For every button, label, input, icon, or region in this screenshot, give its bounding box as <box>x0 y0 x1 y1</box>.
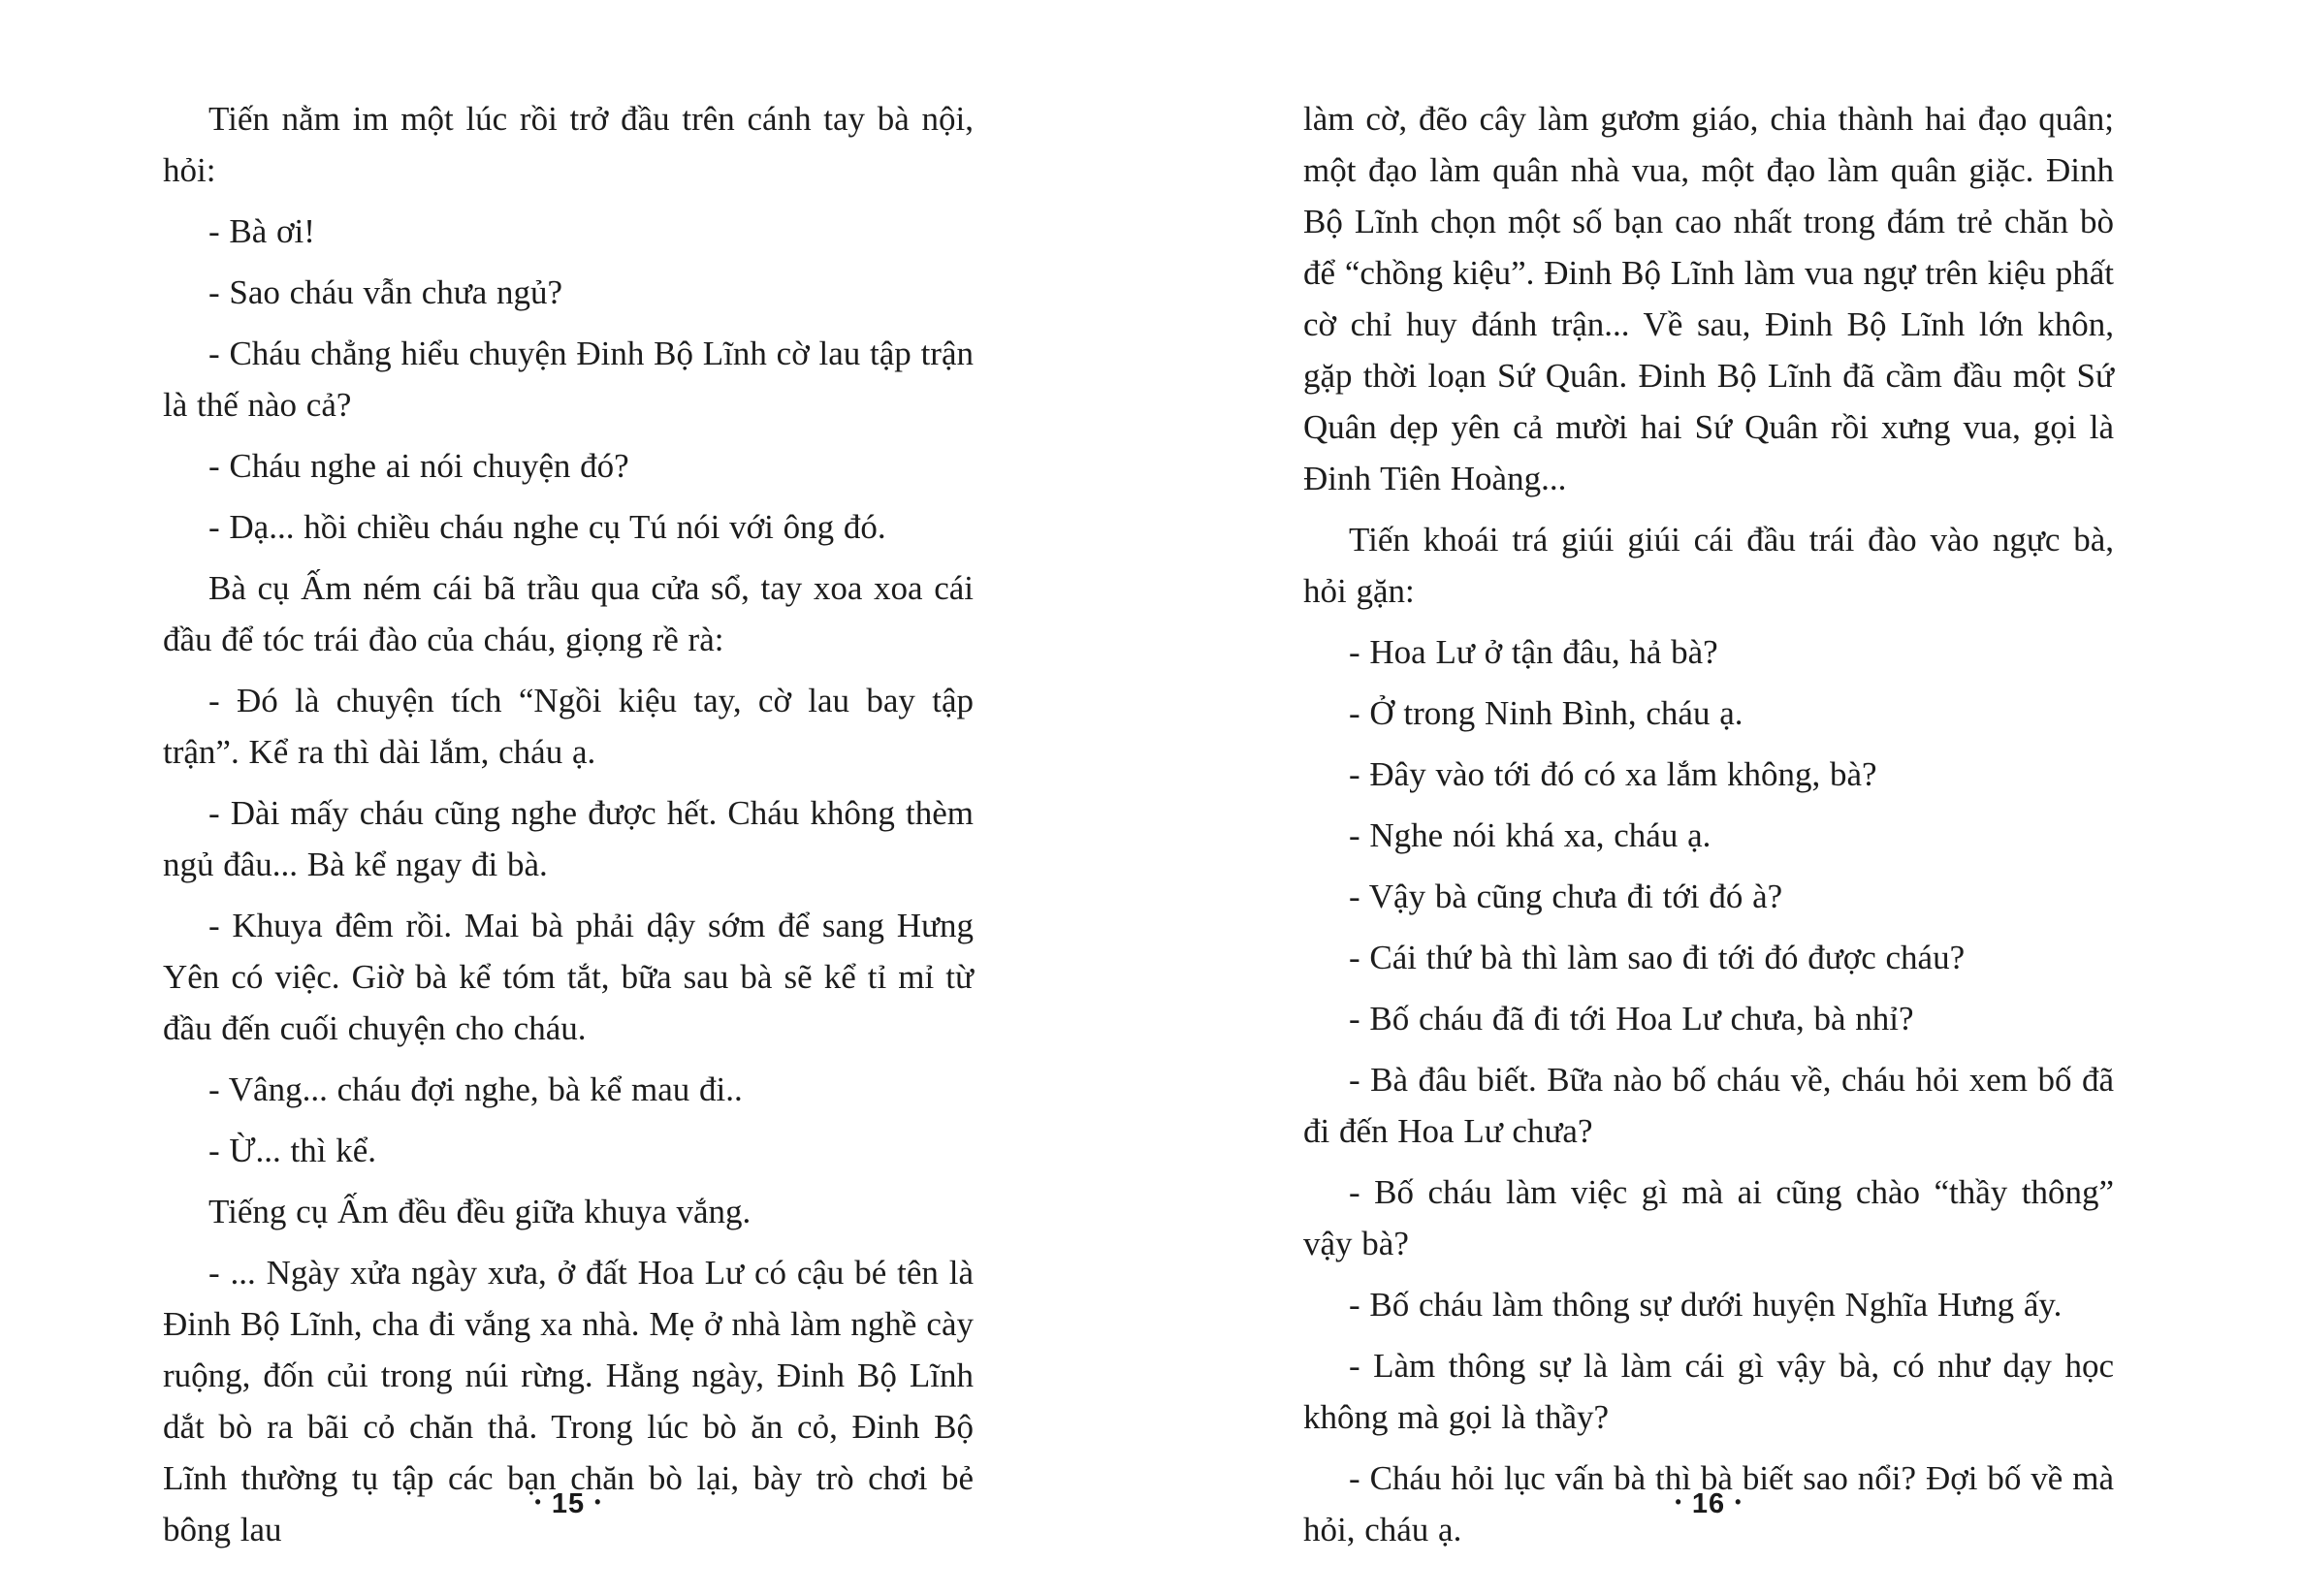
paragraph: - Hoa Lư ở tận đâu, hả bà? <box>1349 633 1718 671</box>
paragraph: - Khuya đêm rồi. Mai bà phải dậy sớm để sang Hưng Yên có việc. Giờ bà kể tóm tắt, bữa sau bà sẽ kể tỉ mỉ từ đầu đến cuối chuyện cho cháu. <box>163 907 974 1047</box>
paragraph: - Ừ... thì kể. <box>208 1132 377 1169</box>
paragraph: - Bố cháu đã đi tới Hoa Lư chưa, bà nhỉ? <box>1349 1000 1914 1037</box>
paragraph: - Ở trong Ninh Bình, cháu ạ. <box>1349 694 1743 732</box>
paragraph: - Sao cháu vẫn chưa ngủ? <box>208 273 563 311</box>
paragraph: Tiến khoái trá giúi giúi cái đầu trái đào vào ngực bà, hỏi gặn: <box>1303 521 2114 610</box>
page-left-footer <box>163 1488 974 1520</box>
page-number: 16 <box>1691 1488 1726 1519</box>
paragraph: - Đó là chuyện tích “Ngồi kiệu tay, cờ lau bay tập trận”. Kể ra thì dài lắm, cháu ạ. <box>163 682 974 771</box>
paragraph: - ... Ngày xửa ngày xưa, ở đất Hoa Lư có cậu bé tên là Đinh Bộ Lĩnh, cha đi vắng xa nhà. Mẹ ở nhà làm nghề cày ruộng, đốn củi trong núi rừng. Hằng ngày, Đinh Bộ Lĩnh dắt bò ra bãi cỏ chăn thả. Trong lúc bò ăn cỏ, Đinh Bộ Lĩnh thường tụ tập các bạn chăn bò lại, bày trò chơi bẻ bông lau <box>163 1254 974 1548</box>
paragraph: - Bố cháu làm việc gì mà ai cũng chào “thầy thông” vậy bà? <box>1303 1173 2114 1262</box>
page-left-text <box>163 93 974 1555</box>
paragraph: Tiếng cụ Ấm đều đều giữa khuya vắng. <box>208 1193 752 1230</box>
paragraph: - Cháu hỏi lục vấn bà thì bà biết sao nổi? Đợi bố về mà hỏi, cháu ạ. <box>1303 1459 2114 1548</box>
footer-bullet-icon: • <box>594 1492 602 1512</box>
paragraph: - Cháu nghe ai nói chuyện đó? <box>208 447 629 485</box>
paragraph: - Dạ... hồi chiều cháu nghe cụ Tú nói với ông đó. <box>208 508 886 546</box>
paragraph: Tiến nằm im một lúc rồi trở đầu trên cánh tay bà nội, hỏi: <box>163 100 974 189</box>
paragraph: - Làm thông sự là làm cái gì vậy bà, có như dạy học không mà gọi là thầy? <box>1303 1347 2114 1436</box>
paragraph: - Bà đâu biết. Bữa nào bố cháu về, cháu hỏi xem bố đã đi đến Hoa Lư chưa? <box>1303 1061 2114 1150</box>
page-right <box>1303 83 2114 1596</box>
paragraph: - Cái thứ bà thì làm sao đi tới đó được cháu? <box>1349 939 1966 976</box>
paragraph: - Nghe nói khá xa, cháu ạ. <box>1349 816 1711 854</box>
footer-bullet-icon: • <box>1675 1492 1682 1512</box>
paragraph: làm cờ, đẽo cây làm gươm giáo, chia thành hai đạo quân; một đạo làm quân nhà vua, một đạo làm quân giặc. Đinh Bộ Lĩnh chọn một số bạn cao nhất trong đám trẻ chăn bò để “chồng kiệu”. Đinh Bộ Lĩnh làm vua ngự trên kiệu phất cờ chỉ huy đánh trận... Về sau, Đinh Bộ Lĩnh lớn khôn, gặp thời loạn Sứ Quân. Đinh Bộ Lĩnh đã cầm đầu một Sứ Quân dẹp yên cả mười hai Sứ Quân rồi xưng vua, gọi là Đinh Tiên Hoàng... <box>1303 100 2114 497</box>
paragraph: - Đây vào tới đó có xa lắm không, bà? <box>1349 755 1877 793</box>
page-right-footer <box>1303 1488 2114 1520</box>
paragraph: - Vậy bà cũng chưa đi tới đó à? <box>1349 878 1783 915</box>
paragraph: Bà cụ Ấm ném cái bã trầu qua cửa sổ, tay xoa xoa cái đầu để tóc trái đào của cháu, giọng rề rà: <box>163 569 974 658</box>
paragraph: - Cháu chẳng hiểu chuyện Đinh Bộ Lĩnh cờ lau tập trận là thế nào cả? <box>163 335 974 424</box>
page-right-text <box>1303 93 2114 1555</box>
footer-bullet-icon: • <box>1735 1492 1743 1512</box>
page-left <box>163 83 974 1596</box>
footer-bullet-icon: • <box>534 1492 542 1512</box>
page-number: 15 <box>551 1488 586 1519</box>
paragraph: - Dài mấy cháu cũng nghe được hết. Cháu không thèm ngủ đâu... Bà kể ngay đi bà. <box>163 794 974 883</box>
paragraph: - Vâng... cháu đợi nghe, bà kể mau đi.. <box>208 1070 743 1108</box>
paragraph: - Bà ơi! <box>208 212 315 250</box>
paragraph: - Bố cháu làm thông sự dưới huyện Nghĩa Hưng ấy. <box>1349 1286 2063 1324</box>
